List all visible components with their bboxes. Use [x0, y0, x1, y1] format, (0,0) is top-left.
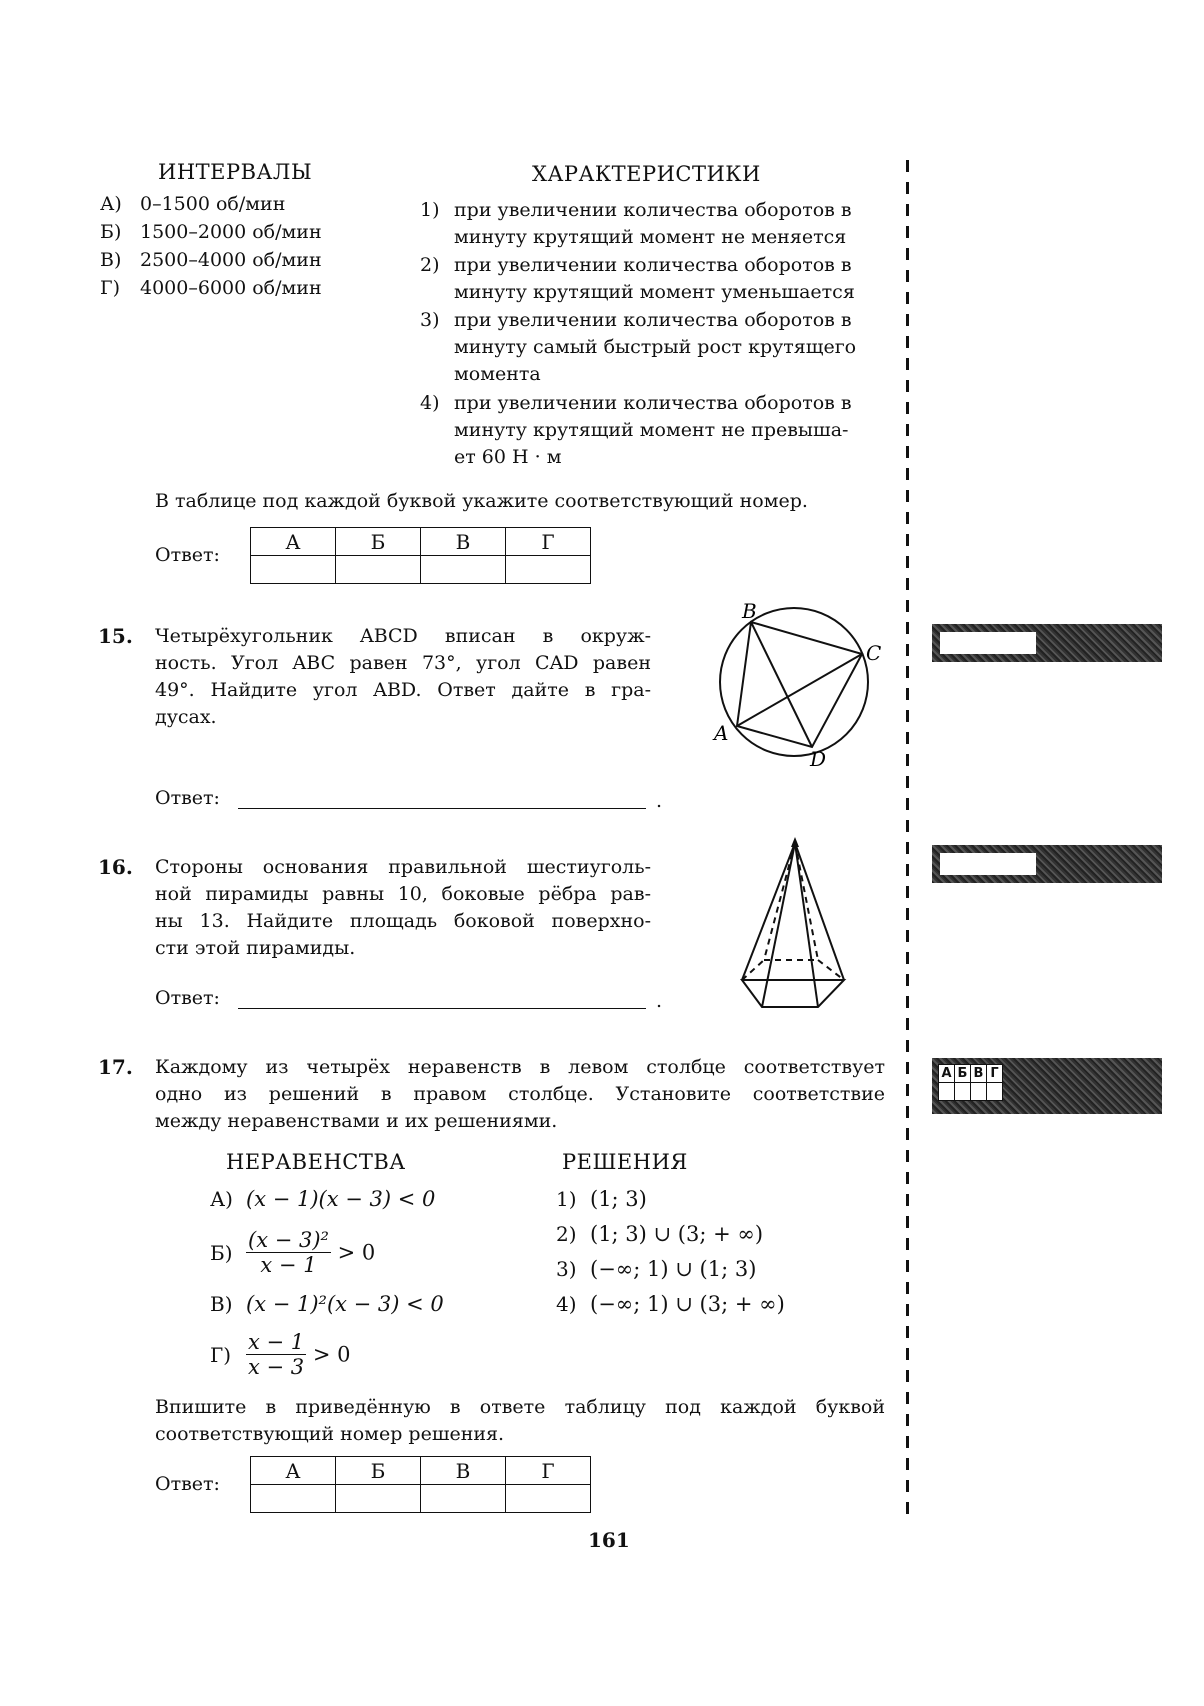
answer-label: Ответ: [155, 1473, 220, 1495]
answer-input-16[interactable] [238, 1008, 646, 1009]
list-item: А) 0–1500 об/мин [100, 193, 286, 215]
list-item: Г) 4000–6000 об/мин [100, 277, 322, 299]
table-header: В [421, 1457, 506, 1485]
table-header: В [971, 1065, 987, 1083]
vertex-label-a: A [714, 721, 729, 745]
answer-box-field[interactable] [940, 853, 1036, 875]
answer-table-14 [250, 527, 591, 584]
answer-cell[interactable] [336, 556, 421, 584]
solutions-heading: РЕШЕНИЯ [562, 1150, 688, 1174]
task17-instruction: Впишите в приведённую в ответе таблицу под каждой буквой соответствующий номер решения. [155, 1396, 885, 1445]
list-item: 4) при увеличении количества оборотов в минуту крутящий момент не превыша- ет 60 Н · м [420, 392, 852, 468]
answer-cell[interactable] [506, 1485, 591, 1513]
task-number: 15. [98, 624, 133, 648]
diagonal-bd [751, 622, 812, 747]
list-item: Б) 1500–2000 об/мин [100, 221, 322, 243]
task-number: 16. [98, 855, 133, 879]
table-header: Г [506, 528, 591, 556]
table-header: В [421, 528, 506, 556]
inequality-c: (x − 1)²(x − 3) < 0 [246, 1292, 444, 1316]
list-item: А) (x − 1)(x − 3) < 0 [210, 1187, 436, 1211]
inequalities-heading: НЕРАВЕНСТВА [226, 1150, 406, 1174]
answer-dot: . [656, 790, 663, 812]
inequality-d-fraction: $\frac{x - 1}{x - 3}$ [248, 1330, 305, 1379]
characteristics-heading: ХАРАКТЕРИСТИКИ [532, 162, 761, 186]
task17-text: Каждому из четырёх неравенств в левом столбце соответствует одно из решений в правом столбце. Установите соответствие между неравенствами и их решениями. [155, 1056, 885, 1132]
table-header: Б [336, 528, 421, 556]
answer-cell[interactable] [251, 1485, 336, 1513]
inequality-b-fraction: $\frac{\text{(x − 3)²}}{x - 1}$ [248, 1228, 329, 1277]
answer-cell[interactable] [506, 556, 591, 584]
task16-text: Стороны основания правильной шестиуголь- ной пирамиды равны 10, боковые рёбра рав- ны 13. Найдите площадь боковой поверхно- сти этой пирамиды. [155, 856, 651, 959]
answer-cell[interactable] [421, 1485, 506, 1513]
list-item: 2) при увеличении количества оборотов в минуту крутящий момент уменьшается [420, 254, 855, 303]
vertex-label-d: D [810, 747, 827, 771]
inequality-a: (x − 1)(x − 3) < 0 [246, 1187, 436, 1211]
answer-box-17 [932, 1058, 1162, 1114]
answer-cell[interactable] [251, 556, 336, 584]
table-header: А [939, 1065, 955, 1083]
answer-cell[interactable] [421, 556, 506, 584]
quadrilateral-abcd [737, 622, 862, 747]
vertex-label-b: B [742, 599, 757, 623]
lateral-edge [762, 843, 795, 1007]
answer-label: Ответ: [155, 987, 220, 1009]
cut-line [906, 160, 909, 1520]
list-item: Б) $\frac{\text{(x − 3)²}}{x - 1}$ > 0 [210, 1228, 376, 1277]
answer-cell[interactable] [939, 1083, 955, 1101]
answer-box-15 [932, 624, 1162, 662]
answer-label: Ответ: [155, 544, 220, 566]
answer-cell[interactable] [987, 1083, 1003, 1101]
answer-dot: . [656, 990, 663, 1012]
answer-box-field[interactable] [940, 632, 1036, 654]
answer-box-16 [932, 845, 1162, 883]
list-item: В) 2500–4000 об/мин [100, 249, 322, 271]
table-header: А [251, 528, 336, 556]
table-header: А [251, 1457, 336, 1485]
pyramid-base-front [742, 980, 844, 1007]
intervals-heading: ИНТЕРВАЛЫ [158, 160, 313, 184]
answer-cell[interactable] [955, 1083, 971, 1101]
answer-cell[interactable] [336, 1485, 421, 1513]
table-header: Г [506, 1457, 591, 1485]
list-item: 2) (1; 3) ∪ (3; + ∞) [556, 1222, 764, 1246]
list-item: 4) (−∞; 1) ∪ (3; + ∞) [556, 1292, 785, 1316]
list-item: Г) $\frac{x - 1}{x - 3}$ > 0 [210, 1330, 351, 1379]
list-item: 3) при увеличении количества оборотов в минуту самый быстрый рост крутящего момента [420, 309, 857, 385]
vertex-label-c: C [866, 641, 882, 665]
table-header: Б [955, 1065, 971, 1083]
answer-cell[interactable] [971, 1083, 987, 1101]
list-item: В) (x − 1)²(x − 3) < 0 [210, 1292, 444, 1316]
list-item: 3) (−∞; 1) ∪ (1; 3) [556, 1257, 757, 1281]
inscribed-quadrilateral-figure [700, 595, 890, 775]
list-item: 1) при увеличении количества оборотов в минуту крутящий момент не меняется [420, 199, 852, 248]
table-header: Г [987, 1065, 1003, 1083]
answer-input-15[interactable] [238, 808, 646, 809]
lateral-edge [795, 843, 818, 1007]
task-number: 17. [98, 1055, 133, 1079]
side-answer-table [938, 1064, 1003, 1101]
table-header: Б [336, 1457, 421, 1485]
task14-instruction: В таблице под каждой буквой укажите соответствующий номер. [155, 490, 808, 512]
answer-table-17 [250, 1456, 591, 1513]
list-item: 1) (1; 3) [556, 1187, 647, 1211]
page-number: 161 [588, 1528, 630, 1552]
answer-label: Ответ: [155, 787, 220, 809]
task15-text: Четырёхугольник ABCD вписан в окруж- ность. Угол ABC равен 73°, угол CAD равен 49°. Найдите угол ABD. Ответ дайте в гра- дусах. [155, 625, 651, 728]
hexagonal-pyramid-figure [730, 835, 860, 1015]
